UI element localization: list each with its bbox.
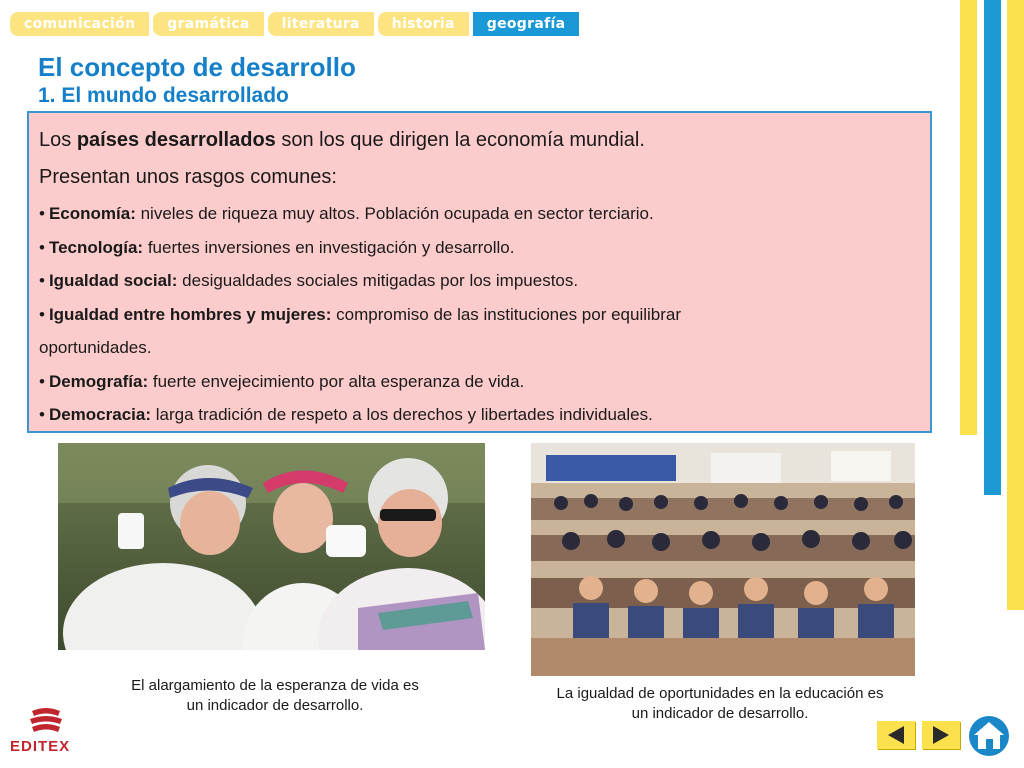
- tab-gramatica[interactable]: gramática: [153, 12, 263, 36]
- home-icon: [968, 715, 1010, 757]
- bullet-glyph: •: [39, 237, 45, 257]
- page-subtitle: 1. El mundo desarrollado: [38, 84, 289, 107]
- decor-bar-yellow-left: [960, 0, 977, 435]
- previous-button[interactable]: [877, 721, 915, 749]
- decor-bar-yellow-right: [1007, 0, 1024, 610]
- next-button[interactable]: [922, 721, 960, 749]
- tab-literatura[interactable]: literatura: [268, 12, 374, 36]
- arrow-right-icon: [922, 721, 960, 749]
- point-text: compromiso de las instituciones por equilibrar: [331, 304, 682, 324]
- list-item: [39, 231, 920, 265]
- editex-logo: [10, 705, 82, 760]
- point-term: Tecnología:: [48, 237, 144, 257]
- caption-left-line1: El alargamiento de la esperanza de vida es: [131, 677, 419, 694]
- home-button[interactable]: [968, 715, 1010, 757]
- section-tabs: [10, 12, 579, 36]
- point-term: Economía:: [48, 204, 136, 223]
- intro-text-post: son los que dirigen la economía mundial.: [275, 129, 645, 151]
- content-box: [27, 111, 932, 433]
- bullet-glyph: •: [39, 371, 45, 391]
- list-item: [39, 398, 920, 432]
- bullet-glyph: •: [39, 204, 45, 223]
- traits-list: [39, 197, 920, 432]
- editex-logo-text: EDITEX: [10, 738, 71, 755]
- point-text: fuertes inversiones en investigación y desarrollo.: [143, 237, 515, 257]
- caption-left: [80, 676, 470, 716]
- caption-left-line2: un indicador de desarrollo.: [186, 697, 364, 714]
- list-item: [39, 298, 920, 332]
- point-term: Igualdad entre hombres y mujeres:: [48, 304, 332, 324]
- list-item: [39, 365, 920, 399]
- intro-traits: Presentan unos rasgos comunes:: [39, 166, 337, 188]
- tab-comunicacion[interactable]: comunicación: [10, 12, 149, 36]
- editex-logo-mark-icon: [10, 705, 82, 739]
- intro-text-pre: Los: [39, 129, 77, 151]
- list-item-continuation: [39, 331, 920, 365]
- caption-right-line1: La igualdad de oportunidades en la educación es: [556, 685, 884, 702]
- arrow-left-icon: [877, 721, 915, 749]
- point-text: desigualdades sociales mitigadas por los impuestos.: [177, 271, 579, 290]
- tab-geografia[interactable]: geografía: [473, 12, 580, 36]
- caption-right: [520, 684, 920, 724]
- bullet-glyph: •: [39, 271, 45, 290]
- photo-lecture-hall: [531, 443, 915, 676]
- photo-elderly-women: [58, 443, 485, 650]
- point-text: niveles de riqueza muy altos. Población ocupada en sector terciario.: [135, 204, 654, 223]
- point-text: oportunidades.: [39, 338, 152, 357]
- point-term: Igualdad social:: [48, 271, 178, 290]
- decor-bar-blue: [984, 0, 1001, 495]
- tab-historia[interactable]: historia: [378, 12, 469, 36]
- point-text: larga tradición de respeto a los derechos y libertades individuales.: [151, 405, 653, 424]
- list-item: [39, 264, 920, 298]
- caption-right-line2: un indicador de desarrollo.: [631, 705, 809, 722]
- bullet-glyph: •: [39, 304, 45, 324]
- list-item: [39, 197, 920, 231]
- intro-text-bold: países desarrollados: [76, 129, 276, 151]
- intro-sentence: [39, 127, 920, 154]
- point-text: fuerte envejecimiento por alta esperanza de vida.: [148, 371, 525, 391]
- page-title: El concepto de desarrollo: [38, 52, 356, 82]
- bullet-glyph: •: [39, 405, 45, 424]
- point-term: Demografía:: [48, 371, 149, 391]
- point-term: Democracia:: [48, 405, 152, 424]
